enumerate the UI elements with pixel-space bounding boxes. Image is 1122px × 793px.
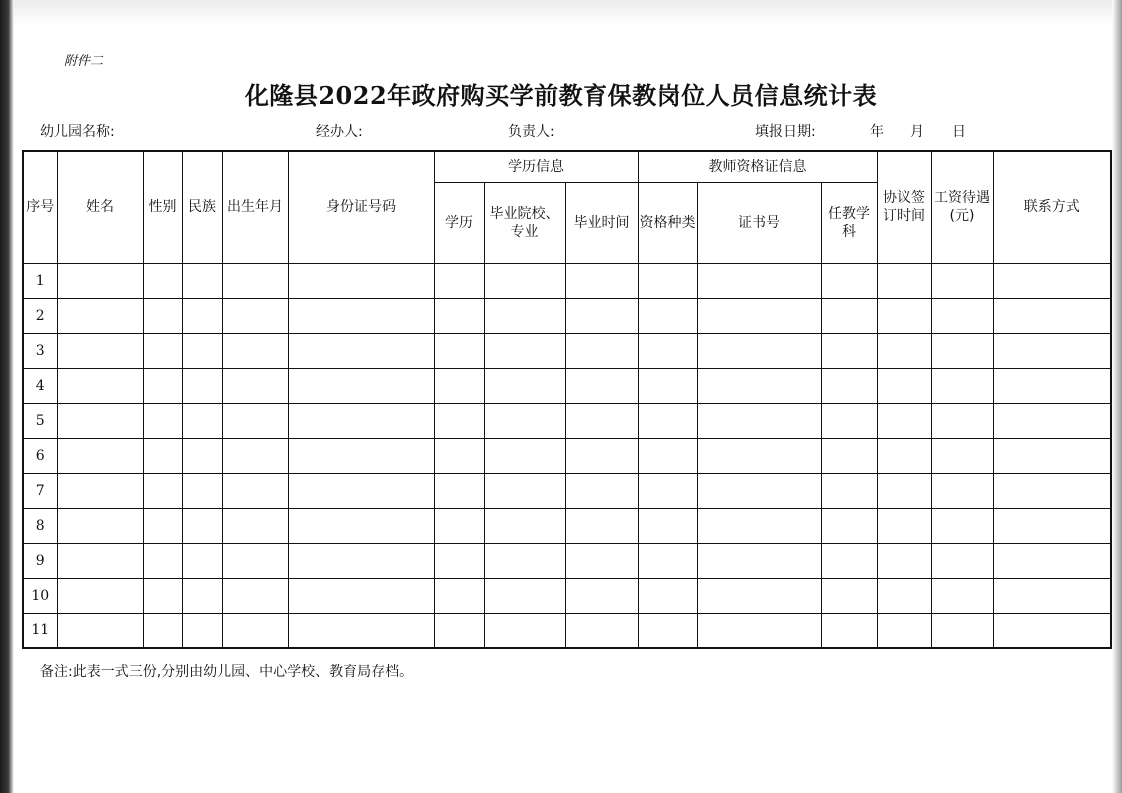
table-cell[interactable] xyxy=(821,263,877,298)
table-cell[interactable] xyxy=(638,438,697,473)
header-graduation-time: 毕业时间 xyxy=(565,182,638,263)
handler-label: 经办人: xyxy=(316,124,363,140)
table-cell[interactable] xyxy=(565,508,638,543)
table-cell[interactable] xyxy=(288,613,434,648)
table-cell[interactable] xyxy=(143,508,182,543)
header-teaching-subject: 任教学科 xyxy=(821,182,877,263)
table-row xyxy=(23,438,1111,473)
table-cell[interactable] xyxy=(182,508,222,543)
day-label: 日 xyxy=(952,124,966,140)
table-cell[interactable] xyxy=(993,298,1111,333)
table-cell[interactable] xyxy=(288,333,434,368)
staff-info-table xyxy=(22,150,1112,649)
table-cell[interactable] xyxy=(697,263,821,298)
header-school-major: 毕业院校、专业 xyxy=(484,182,565,263)
header-seq: 序号 xyxy=(23,151,57,263)
header-row-1 xyxy=(23,151,1111,182)
table-cell[interactable] xyxy=(821,473,877,508)
table-row xyxy=(23,473,1111,508)
table-cell[interactable] xyxy=(565,613,638,648)
scan-edge-top xyxy=(0,0,1122,26)
table-cell[interactable] xyxy=(638,613,697,648)
table-cell[interactable] xyxy=(288,473,434,508)
table-cell[interactable] xyxy=(434,403,484,438)
table-cell[interactable] xyxy=(821,298,877,333)
table-cell[interactable] xyxy=(434,438,484,473)
table-cell[interactable] xyxy=(182,473,222,508)
table-cell[interactable] xyxy=(57,543,143,578)
kindergarten-name-label: 幼儿园名称: xyxy=(40,124,115,140)
table-cell[interactable] xyxy=(57,263,143,298)
table-cell[interactable] xyxy=(57,438,143,473)
table-cell[interactable] xyxy=(57,403,143,438)
table-row xyxy=(23,263,1111,298)
table-cell[interactable] xyxy=(877,508,931,543)
table-cell[interactable] xyxy=(434,298,484,333)
table-row xyxy=(23,368,1111,403)
table-cell[interactable] xyxy=(222,578,288,613)
table-cell[interactable] xyxy=(434,613,484,648)
table-cell[interactable] xyxy=(877,543,931,578)
table-cell[interactable] xyxy=(821,403,877,438)
table-cell[interactable] xyxy=(697,403,821,438)
table-cell[interactable] xyxy=(931,298,993,333)
table-cell[interactable] xyxy=(931,403,993,438)
table-cell[interactable] xyxy=(143,578,182,613)
row-number: 9 xyxy=(23,543,57,578)
table-cell[interactable] xyxy=(182,368,222,403)
table-cell[interactable] xyxy=(222,473,288,508)
row-number: 2 xyxy=(23,298,57,333)
table-cell[interactable] xyxy=(877,333,931,368)
row-number: 6 xyxy=(23,438,57,473)
table-cell[interactable] xyxy=(565,368,638,403)
table-cell[interactable] xyxy=(638,473,697,508)
table-cell[interactable] xyxy=(565,298,638,333)
table-cell[interactable] xyxy=(993,578,1111,613)
table-cell[interactable] xyxy=(931,473,993,508)
table-row xyxy=(23,578,1111,613)
table-cell[interactable] xyxy=(143,543,182,578)
table-cell[interactable] xyxy=(182,263,222,298)
table-cell[interactable] xyxy=(288,508,434,543)
table-cell[interactable] xyxy=(288,543,434,578)
header-name: 姓名 xyxy=(57,151,143,263)
table-row xyxy=(23,403,1111,438)
table-cell[interactable] xyxy=(993,263,1111,298)
table-cell[interactable] xyxy=(143,438,182,473)
table-cell[interactable] xyxy=(697,578,821,613)
table-cell[interactable] xyxy=(877,438,931,473)
header-birth: 出生年月 xyxy=(222,151,288,263)
table-cell[interactable] xyxy=(931,368,993,403)
table-cell[interactable] xyxy=(697,438,821,473)
scan-edge-left xyxy=(0,0,14,793)
table-cell[interactable] xyxy=(57,333,143,368)
table-cell[interactable] xyxy=(182,578,222,613)
table-cell[interactable] xyxy=(931,613,993,648)
table-cell[interactable] xyxy=(821,368,877,403)
table-cell[interactable] xyxy=(638,263,697,298)
table-cell[interactable] xyxy=(638,543,697,578)
table-cell[interactable] xyxy=(877,403,931,438)
row-number: 8 xyxy=(23,508,57,543)
table-cell[interactable] xyxy=(638,578,697,613)
table-cell[interactable] xyxy=(993,333,1111,368)
table-cell[interactable] xyxy=(877,578,931,613)
table-cell[interactable] xyxy=(222,333,288,368)
table-cell[interactable] xyxy=(484,613,565,648)
table-cell[interactable] xyxy=(434,263,484,298)
table-cell[interactable] xyxy=(697,368,821,403)
table-cell[interactable] xyxy=(697,298,821,333)
table-cell[interactable] xyxy=(288,438,434,473)
table-cell[interactable] xyxy=(143,333,182,368)
table-row xyxy=(23,613,1111,648)
table-cell[interactable] xyxy=(565,543,638,578)
header-certificate-group: 教师资格证信息 xyxy=(638,151,877,182)
table-cell[interactable] xyxy=(484,403,565,438)
table-cell[interactable] xyxy=(821,613,877,648)
table-cell[interactable] xyxy=(931,438,993,473)
table-cell[interactable] xyxy=(993,473,1111,508)
header-education-level: 学历 xyxy=(434,182,484,263)
table-cell[interactable] xyxy=(821,543,877,578)
table-cell[interactable] xyxy=(697,613,821,648)
table-cell[interactable] xyxy=(565,403,638,438)
header-certificate-number: 证书号 xyxy=(697,182,821,263)
table-cell[interactable] xyxy=(288,368,434,403)
header-contact: 联系方式 xyxy=(993,151,1111,263)
table-cell[interactable] xyxy=(484,578,565,613)
table-cell[interactable] xyxy=(821,508,877,543)
table-cell[interactable] xyxy=(565,578,638,613)
table-cell[interactable] xyxy=(638,298,697,333)
table-cell[interactable] xyxy=(222,403,288,438)
table-cell[interactable] xyxy=(821,578,877,613)
table-cell[interactable] xyxy=(565,473,638,508)
table-cell[interactable] xyxy=(993,438,1111,473)
table-cell[interactable] xyxy=(143,263,182,298)
table-cell[interactable] xyxy=(993,368,1111,403)
table-cell[interactable] xyxy=(222,543,288,578)
table-cell[interactable] xyxy=(434,508,484,543)
table-cell[interactable] xyxy=(434,333,484,368)
table-cell[interactable] xyxy=(484,368,565,403)
document-title: 化隆县2022年政府购买学前教育保教岗位人员信息统计表 xyxy=(244,81,878,110)
table-cell[interactable] xyxy=(931,543,993,578)
table-cell[interactable] xyxy=(877,613,931,648)
table-cell[interactable] xyxy=(638,508,697,543)
table-cell[interactable] xyxy=(222,613,288,648)
row-number: 4 xyxy=(23,368,57,403)
month-label: 月 xyxy=(910,124,924,140)
table-row xyxy=(23,508,1111,543)
table-cell[interactable] xyxy=(484,333,565,368)
table-cell[interactable] xyxy=(182,613,222,648)
table-cell[interactable] xyxy=(484,543,565,578)
table-cell[interactable] xyxy=(143,298,182,333)
table-cell[interactable] xyxy=(143,403,182,438)
table-cell[interactable] xyxy=(222,508,288,543)
attachment-label: 附件二 xyxy=(64,54,104,69)
table-cell[interactable] xyxy=(434,543,484,578)
table-cell[interactable] xyxy=(288,298,434,333)
table-cell[interactable] xyxy=(222,368,288,403)
leader-label: 负责人: xyxy=(508,124,555,140)
table-cell[interactable] xyxy=(57,508,143,543)
table-cell[interactable] xyxy=(288,403,434,438)
table-row xyxy=(23,298,1111,333)
table-cell[interactable] xyxy=(484,298,565,333)
header-gender: 性别 xyxy=(143,151,182,263)
table-cell[interactable] xyxy=(288,578,434,613)
table-cell[interactable] xyxy=(638,368,697,403)
table-cell[interactable] xyxy=(877,473,931,508)
table-cell[interactable] xyxy=(182,543,222,578)
row-number: 7 xyxy=(23,473,57,508)
table-row xyxy=(23,543,1111,578)
table-row xyxy=(23,333,1111,368)
table-body xyxy=(23,263,1111,648)
table-cell[interactable] xyxy=(931,263,993,298)
table-cell[interactable] xyxy=(288,263,434,298)
row-number: 3 xyxy=(23,333,57,368)
table-cell[interactable] xyxy=(143,613,182,648)
meta-row xyxy=(0,121,1122,141)
table-cell[interactable] xyxy=(697,473,821,508)
footnote: 备注:此表一式三份,分别由幼儿园、中心学校、教育局存档。 xyxy=(40,664,414,680)
table-cell[interactable] xyxy=(993,508,1111,543)
table-cell[interactable] xyxy=(57,473,143,508)
table-cell[interactable] xyxy=(143,473,182,508)
row-number: 11 xyxy=(23,613,57,648)
table-cell[interactable] xyxy=(484,508,565,543)
table-cell[interactable] xyxy=(434,473,484,508)
row-number: 10 xyxy=(23,578,57,613)
row-number: 1 xyxy=(23,263,57,298)
table-cell[interactable] xyxy=(697,333,821,368)
table-cell[interactable] xyxy=(182,403,222,438)
table-cell[interactable] xyxy=(821,438,877,473)
table-cell[interactable] xyxy=(931,333,993,368)
table-cell[interactable] xyxy=(222,298,288,333)
header-certificate-type: 资格种类 xyxy=(638,182,697,263)
header-salary: 工资待遇(元) xyxy=(931,151,993,263)
table-cell[interactable] xyxy=(877,298,931,333)
table-cell[interactable] xyxy=(821,333,877,368)
header-ethnicity: 民族 xyxy=(182,151,222,263)
table-cell[interactable] xyxy=(638,333,697,368)
year-label: 年 xyxy=(870,124,884,140)
table-cell[interactable] xyxy=(143,368,182,403)
report-date-label: 填报日期: xyxy=(755,124,816,140)
scan-edge-right xyxy=(1112,0,1122,793)
table-cell[interactable] xyxy=(697,543,821,578)
table-cell[interactable] xyxy=(222,438,288,473)
table-cell[interactable] xyxy=(484,438,565,473)
header-id-number: 身份证号码 xyxy=(288,151,434,263)
table-cell[interactable] xyxy=(57,578,143,613)
table-cell[interactable] xyxy=(484,473,565,508)
header-agreement-time: 协议签订时间 xyxy=(877,151,931,263)
table-cell[interactable] xyxy=(182,333,222,368)
table-cell[interactable] xyxy=(182,298,222,333)
header-education-group: 学历信息 xyxy=(434,151,638,182)
table-cell[interactable] xyxy=(182,438,222,473)
table-cell[interactable] xyxy=(565,263,638,298)
table-cell[interactable] xyxy=(877,263,931,298)
table-cell[interactable] xyxy=(565,438,638,473)
table-cell[interactable] xyxy=(931,508,993,543)
table-cell[interactable] xyxy=(993,543,1111,578)
table-cell[interactable] xyxy=(877,368,931,403)
table-cell[interactable] xyxy=(697,508,821,543)
table-cell[interactable] xyxy=(434,578,484,613)
table-cell[interactable] xyxy=(57,368,143,403)
table-cell[interactable] xyxy=(638,403,697,438)
table-cell[interactable] xyxy=(565,333,638,368)
table-cell[interactable] xyxy=(484,263,565,298)
table-cell[interactable] xyxy=(57,298,143,333)
table-cell[interactable] xyxy=(993,613,1111,648)
table-cell[interactable] xyxy=(993,403,1111,438)
table-cell[interactable] xyxy=(931,578,993,613)
table-cell[interactable] xyxy=(222,263,288,298)
table-cell[interactable] xyxy=(57,613,143,648)
table-cell[interactable] xyxy=(434,368,484,403)
row-number: 5 xyxy=(23,403,57,438)
